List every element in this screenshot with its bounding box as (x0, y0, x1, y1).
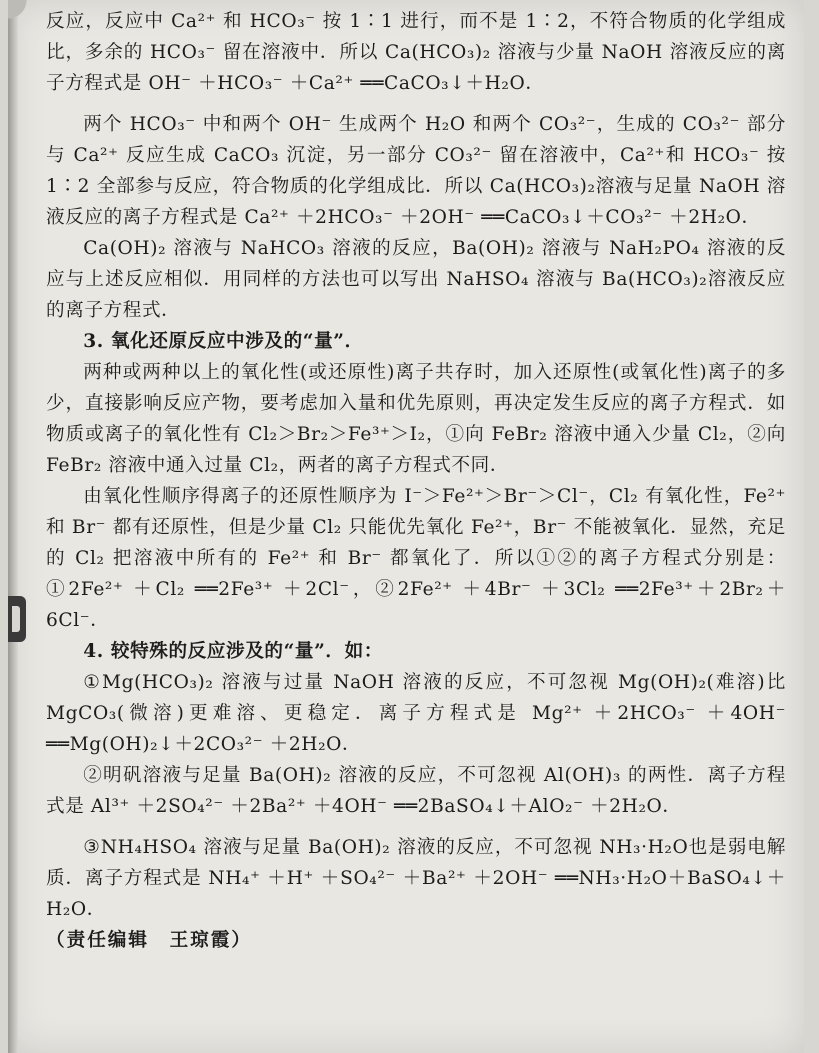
paragraph-alum: ②明矾溶液与足量 Ba(OH)₂ 溶液的反应，不可忽视 Al(OH)₃ 的两性．离子方程式是 Al³⁺ ＋2SO₄²⁻ ＋2Ba²⁺ ＋4OH⁻ ══2BaSO₄↓＋AlO₂⁻ ＋2H₂O． (46, 765, 786, 817)
paragraph-mg-hco3: ①Mg(HCO₃)₂ 溶液与过量 NaOH 溶液的反应，不可忽视 Mg(OH)₂(难溶)比 MgCO₃(微溶)更难溶、更稳定．离子方程式是 Mg²⁺ ＋2HCO₃⁻ ＋4OH⁻ ══Mg(OH)₂↓＋2CO₃²⁻ ＋2H₂O． (46, 672, 786, 755)
section-heading-redox: 3. 氧化还原反应中涉及的“量”． (83, 331, 364, 352)
paragraph-nh4hso4: ③NH₄HSO₄ 溶液与足量 Ba(OH)₂ 溶液的反应，不可忽视 NH₃·H₂O也是弱电解质．离子方程式是 NH₄⁺ ＋H⁺ ＋SO₄²⁻ ＋Ba²⁺ ＋2OH⁻ ══NH₃·H₂O＋BaSO₄↓＋H₂O． (46, 837, 786, 920)
section-heading-special: 4. 较特殊的反应涉及的“量”．如： (83, 641, 383, 662)
paragraph-reduction-order: 由氧化性顺序得离子的还原性顺序为 I⁻＞Fe²⁺＞Br⁻＞Cl⁻，Cl₂ 有氧化性，Fe²⁺ 和 Br⁻ 都有还原性，但是少量 Cl₂ 只能优先氧化 Fe²⁺，Br⁻ 不能被氧化．显然，充足的 Cl₂ 把溶液中所有的 Fe²⁺ 和 Br⁻ 都氧化了．所以①②的离子方程式分别是：①2Fe²⁺ ＋Cl₂ ══2Fe³⁺ ＋2Cl⁻，②2Fe²⁺ ＋4Br⁻ ＋3Cl₂ ══2Fe³⁺＋2Br₂＋6Cl⁻． (46, 486, 786, 631)
paragraph-ca-hco3-small-naoh: 反应，反应中 Ca²⁺ 和 HCO₃⁻ 按 1∶1 进行，而不是 1∶2，不符合物质的化学组成比，多余的 HCO₃⁻ 留在溶液中．所以 Ca(HCO₃)₂ 溶液与少量 NaOH 溶液反应的离子方程式是 OH⁻ ＋HCO₃⁻ ＋Ca²⁺ ══CaCO₃↓＋H₂O． (46, 11, 786, 94)
page-binding-edge (8, 0, 18, 1053)
page-tab-marker (8, 596, 26, 642)
page-corner (8, 0, 38, 24)
book-page (8, 0, 804, 1053)
paragraph-ca-hco3-excess-naoh: 两个 HCO₃⁻ 中和两个 OH⁻ 生成两个 H₂O 和两个 CO₃²⁻，生成的 CO₃²⁻ 部分与 Ca²⁺ 反应生成 CaCO₃ 沉淀，另一部分 CO₃²⁻ 留在溶液中，Ca²⁺和 HCO₃⁻ 按 1∶2 全部参与反应，符合物质的化学组成比．所以 Ca(HCO₃)₂溶液与足量 NaOH 溶液反应的离子方程式是 Ca²⁺ ＋2HCO₃⁻ ＋2OH⁻ ══CaCO₃↓＋CO₃²⁻ ＋2H₂O． (46, 114, 786, 228)
editor-signature: （责任编辑 王琼霞） (46, 930, 252, 951)
paragraph-similar-reactions: Ca(OH)₂ 溶液与 NaHCO₃ 溶液的反应，Ba(OH)₂ 溶液与 NaH₂PO₄ 溶液的反应与上述反应相似．用同样的方法也可以写出 NaHSO₄ 溶液与 Ba(HCO₃)₂溶液反应的离子方程式． (46, 238, 786, 321)
article-body (46, 6, 786, 956)
paragraph-redox-priority: 两种或两种以上的氧化性(或还原性)离子共存时，加入还原性(或氧化性)离子的多少，直接影响反应产物，要考虑加入量和优先原则，再决定发生反应的离子方程式．如物质或离子的氧化性有 Cl₂＞Br₂＞Fe³⁺＞I₂，①向 FeBr₂ 溶液中通入少量 Cl₂，②向 FeBr₂ 溶液中通入过量 Cl₂，两者的离子方程式不同． (46, 362, 786, 476)
